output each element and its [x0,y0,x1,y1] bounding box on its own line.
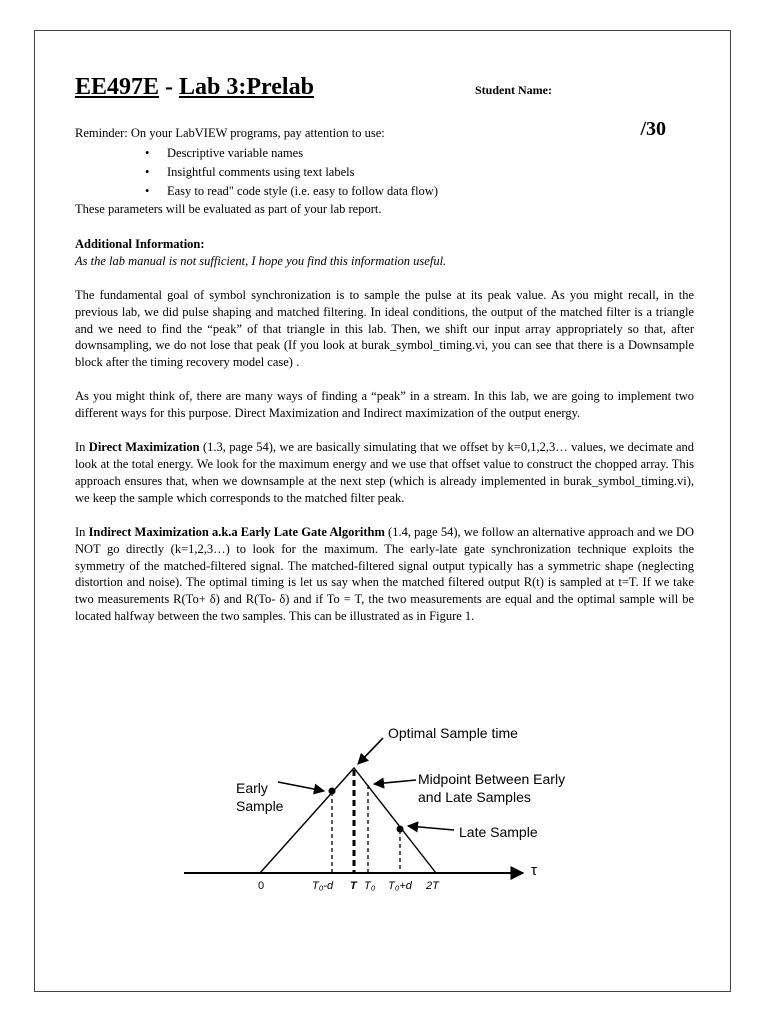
tau-label: τ [531,862,537,879]
late-arrow [408,826,454,830]
tick-2T: 2T [426,880,439,892]
midpoint-label-line1: Midpoint Between Early [418,771,566,787]
optimal-label: Optimal Sample time [388,725,518,741]
document-body [75,74,694,625]
tick-zero: 0 [258,880,265,892]
reminder-section [75,118,694,141]
additional-info-note: As the lab manual is not sufficient, I hope you find this information useful. [75,253,447,268]
early-label-line2: Sample [236,798,284,814]
late-label: Late Sample [459,824,538,840]
optimal-arrow [358,738,383,764]
title-row [75,74,694,108]
midpoint-arrow [374,780,416,784]
tick-t0-plus-d: T₀+d [388,880,412,892]
early-sample-point [329,788,336,795]
tick-t0-minus-d: T₀-d [312,880,334,892]
figure-early-late-gate [178,718,566,898]
score-total: /30 [640,118,666,140]
early-arrow [278,782,324,791]
early-late-diagram [178,718,566,898]
indirect-max-term: Indirect Maximization a.k.a Early Late Gate Algorithm [88,524,385,539]
list-item: • Insightful comments using text labels [167,163,694,182]
paragraph-direct-max [75,439,694,507]
paragraph-lead: In [75,524,89,539]
reminder-footer: These parameters will be evaluated as part of your lab report. [75,202,382,216]
reminder-intro: Reminder: On your LabVIEW programs, pay attention to use: [75,126,385,140]
course-code: EE497E [75,74,160,100]
tick-T: T [350,880,357,892]
additional-info-heading: Additional Information: [75,236,205,251]
paragraph-text: (1.4, page 54), we follow an alternative approach and we DO NOT go directly (k=1,2,3…) to look for the maximum. The early-late gate synchronization technique exploits the symmetry of the matched-filtered signal. The matched-filtered signal output typically has a symmetric shape (neglecting distortion and noise). The optimal timing is let us say when the matched filtered output R(t) is sampled at t=T. If we take two measurements R(To+ δ) and R(To- δ) and if To = T, the two measurements are equal and the optimal sample will be located halfway between the two samples. This can be illustrated as in Figure 1. [75,524,694,624]
late-sample-point [397,826,404,833]
paragraph-indirect-max [75,524,694,625]
paragraph-text: (1.3, page 54), we are basically simulating that we offset by k=0,1,2,3… values, we decimate and look at the total energy. We look for the maximum energy and we use that offset value to construct the chopped array. This approach ensures that, when we downsample at the next step (which is already implemented in burak_symbol_timing.vi), we keep the sample which corresponds to the matched filter peak. [75,440,695,505]
paragraph-lead: In [75,440,89,455]
list-item: • Descriptive variable names [167,144,694,163]
paragraph-methods: As you might think of, there are many ways of finding a “peak” in a stream. In this lab, we are going to implement two different ways for this purpose. Direct Maximization and Indirect maximization of the output energy. [75,389,694,421]
page-title [75,74,314,101]
direct-max-term: Direct Maximization [88,440,200,455]
lab-title: Lab 3:Prelab [179,74,314,100]
student-name-label: Student Name: [475,83,552,97]
midpoint-label-line2: and Late Samples [418,789,531,805]
list-item: • Easy to read" code style (i.e. easy to follow data flow) [167,182,694,201]
early-label-line1: Early [236,780,268,796]
reminder-list [75,144,694,201]
paragraph-goal: The fundamental goal of symbol synchronization is to sample the pulse at its peak value. As you might recall, in the previous lab, we did pulse shaping and matched filtering. In ideal conditions, the output of the matched filter is a triangle and we need to find the “peak” of that triangle in this lab. Then, we shift our input array appropriately so that, after downsampling, we do not lose that peak (If you look at burak_symbol_timing.vi, you can see that there is a Downsample block after the timing recovery model case) . [75,287,694,370]
tick-t0: T₀ [364,880,376,892]
title-separator: - [165,74,174,100]
